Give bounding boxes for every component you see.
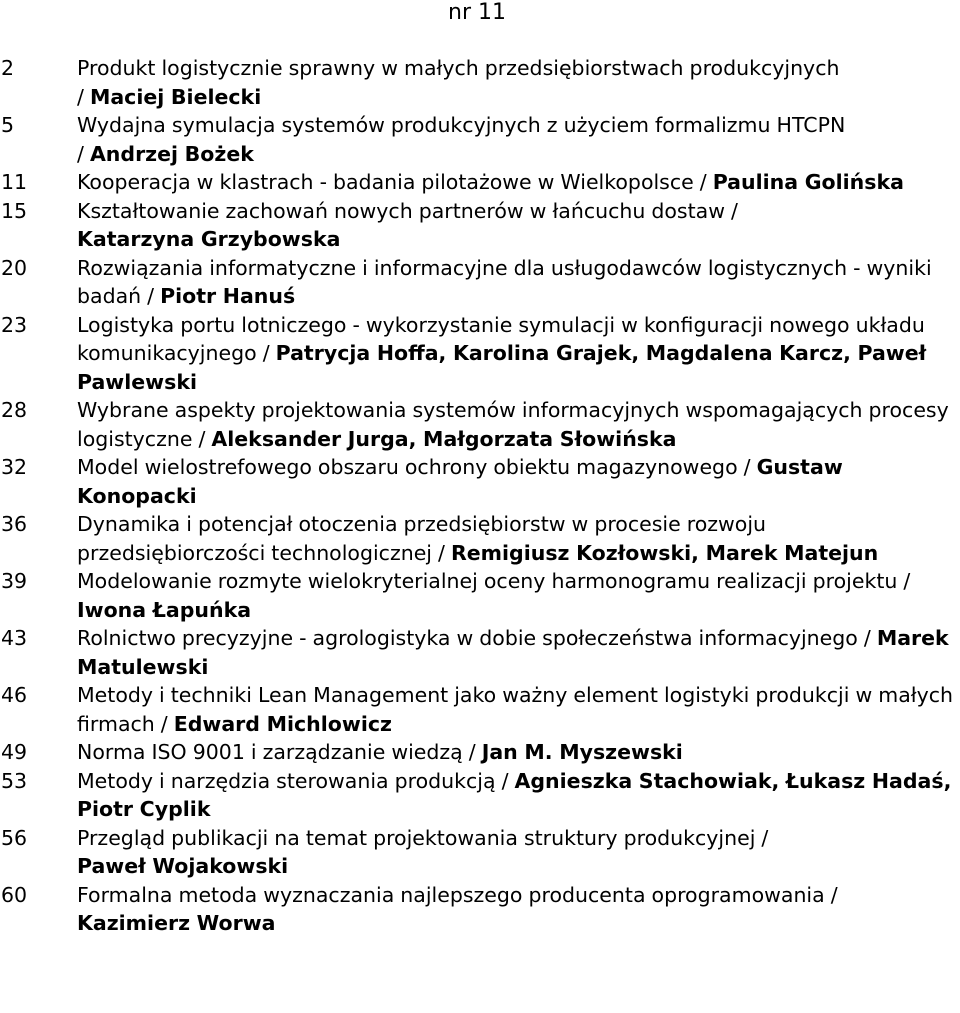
toc-entry-text [77, 197, 957, 254]
toc-entry[interactable] [0, 111, 960, 168]
toc-separator: / [693, 170, 713, 194]
toc-entry-text [77, 824, 957, 881]
toc-entry-text [77, 767, 957, 824]
toc-page-number: 15 [1, 198, 28, 223]
toc-separator: / [724, 198, 738, 223]
toc-authors: Aleksander Jurga, Małgorzata Słowińska [211, 426, 677, 451]
toc-entry-text [77, 254, 957, 311]
toc-entry-text [77, 881, 957, 938]
toc-entry-text [77, 510, 957, 567]
toc-authors: Remigiusz Kozłowski, Marek Matejun [450, 540, 879, 565]
toc-authors: Piotr Hanuś [160, 284, 296, 308]
toc-page-number: 46 [1, 683, 28, 707]
toc-page-number: 43 [1, 626, 28, 650]
toc-entry[interactable] [0, 168, 960, 197]
toc-title: Logistyka portu lotniczego - wykorzystanie symulacji w konfiguracji nowego układu komunikacyjnego [77, 312, 925, 365]
toc-title: Metody i narzędzia sterowania produkcją [77, 768, 496, 793]
toc-page-number: 23 [1, 312, 28, 337]
toc-title: Formalna metoda wyznaczania najlepszego producenta oprogramowania [77, 882, 825, 907]
toc-separator: / [462, 740, 482, 764]
toc-authors: Katarzyna Grzybowska [77, 227, 341, 251]
toc-entry[interactable] [0, 767, 960, 824]
toc-title: Dynamika i potencjał otoczenia przedsiębiorstw w procesie rozwoju przedsiębiorczości technologicznej [77, 512, 767, 565]
toc-entry[interactable] [0, 510, 960, 567]
toc-entry[interactable] [0, 881, 960, 938]
toc-separator: / [141, 284, 161, 308]
toc-authors: Iwona Łapuńka [77, 597, 252, 622]
toc-separator: / [897, 569, 911, 593]
toc-authors: Paulina Golińska [712, 170, 904, 194]
toc-entry[interactable] [0, 738, 960, 767]
toc-page-number: 36 [1, 512, 28, 536]
toc-separator: / [154, 711, 174, 736]
toc-entry-text [77, 54, 957, 111]
toc-page-number: 39 [1, 569, 28, 593]
table-of-contents [0, 54, 960, 938]
toc-entry-text [77, 111, 957, 168]
toc-title: Norma ISO 9001 i zarządzanie wiedzą [77, 740, 463, 764]
toc-separator: / [256, 341, 276, 365]
toc-title: Rozwiązania informatyczne i informacyjne dla usługodawców logistycznych - wyniki badań [77, 255, 932, 308]
toc-entry-text [77, 567, 957, 624]
toc-authors: Kazimierz Worwa [77, 911, 276, 935]
toc-entry[interactable] [0, 453, 960, 510]
toc-authors: Gustaw Konopacki [77, 455, 843, 508]
toc-page-number: 2 [1, 56, 15, 80]
toc-separator: / [192, 426, 212, 451]
toc-authors: Edward Michlowicz [173, 711, 392, 736]
toc-title: Model wielostrefowego obszaru ochrony obiektu magazynowego [77, 455, 738, 479]
toc-title: Kształtowanie zachowań nowych partnerów w łańcuchu dostaw [77, 198, 725, 223]
toc-authors: Patrycja Hoffa, Karolina Grajek, Magdalena Karcz, Paweł Pawlewski [77, 341, 927, 394]
toc-authors: Jan M. Myszewski [481, 740, 683, 764]
toc-entry[interactable] [0, 197, 960, 254]
toc-entry-text [77, 453, 957, 510]
toc-entry-text [77, 624, 957, 681]
toc-entry[interactable] [0, 681, 960, 738]
toc-separator: / [824, 882, 838, 907]
toc-authors: Agnieszka Stachowiak, Łukasz Hadaś, Piotr Cyplik [77, 768, 952, 821]
toc-title: Wybrane aspekty projektowania systemów informacyjnych wspomagających procesy logistyczne [77, 398, 949, 451]
toc-authors: Marek Matulewski [77, 626, 949, 679]
toc-separator: / [755, 825, 769, 850]
toc-page-number: 60 [1, 882, 28, 907]
toc-page-number: 53 [1, 768, 28, 793]
toc-title: Kooperacja w klastrach - badania pilotażowe w Wielkopolsce [77, 170, 694, 194]
toc-separator: / [432, 540, 451, 565]
toc-entry[interactable] [0, 624, 960, 681]
toc-entry[interactable] [0, 396, 960, 453]
toc-title: Metody i techniki Lean Management jako ważny element logistyki produkcji w małych firmach [77, 683, 953, 736]
toc-entry-text [77, 681, 957, 738]
issue-number: nr 11 [448, 0, 506, 25]
toc-title: Wydajna symulacja systemów produkcyjnych z użyciem formalizmu HTCPN [77, 113, 846, 137]
toc-authors: Maciej Bielecki [89, 84, 262, 109]
toc-title: Przegląd publikacji na temat projektowania struktury produkcyjnej [77, 825, 756, 850]
toc-entry[interactable] [0, 54, 960, 111]
toc-separator: / [77, 84, 90, 109]
toc-entry-text [77, 396, 957, 453]
toc-page-number: 28 [1, 398, 28, 422]
toc-title: Modelowanie rozmyte wielokryterialnej oceny harmonogramu realizacji projektu [77, 569, 898, 593]
toc-page-number: 11 [1, 170, 28, 194]
toc-authors: Andrzej Bożek [89, 141, 254, 166]
toc-separator: / [857, 626, 877, 650]
toc-entry[interactable] [0, 254, 960, 311]
toc-title: Rolnictwo precyzyjne - agrologistyka w dobie społeczeństwa informacyjnego [77, 626, 858, 650]
toc-entry-text [77, 311, 957, 397]
toc-page-number: 20 [1, 255, 28, 280]
toc-page-number: 5 [1, 113, 15, 137]
toc-separator: / [77, 141, 90, 166]
toc-entry-text [77, 168, 957, 197]
toc-entry[interactable] [0, 311, 960, 397]
toc-entry-text [77, 738, 957, 767]
toc-entry[interactable] [0, 567, 960, 624]
toc-entry[interactable] [0, 824, 960, 881]
toc-page-number: 32 [1, 455, 28, 479]
toc-page-number: 56 [1, 825, 28, 850]
toc-title: Produkt logistycznie sprawny w małych przedsiębiorstwach produkcyjnych [77, 56, 840, 80]
toc-page-number: 49 [1, 740, 28, 764]
toc-authors: Paweł Wojakowski [77, 854, 289, 878]
toc-separator: / [495, 768, 515, 793]
toc-separator: / [737, 455, 757, 479]
